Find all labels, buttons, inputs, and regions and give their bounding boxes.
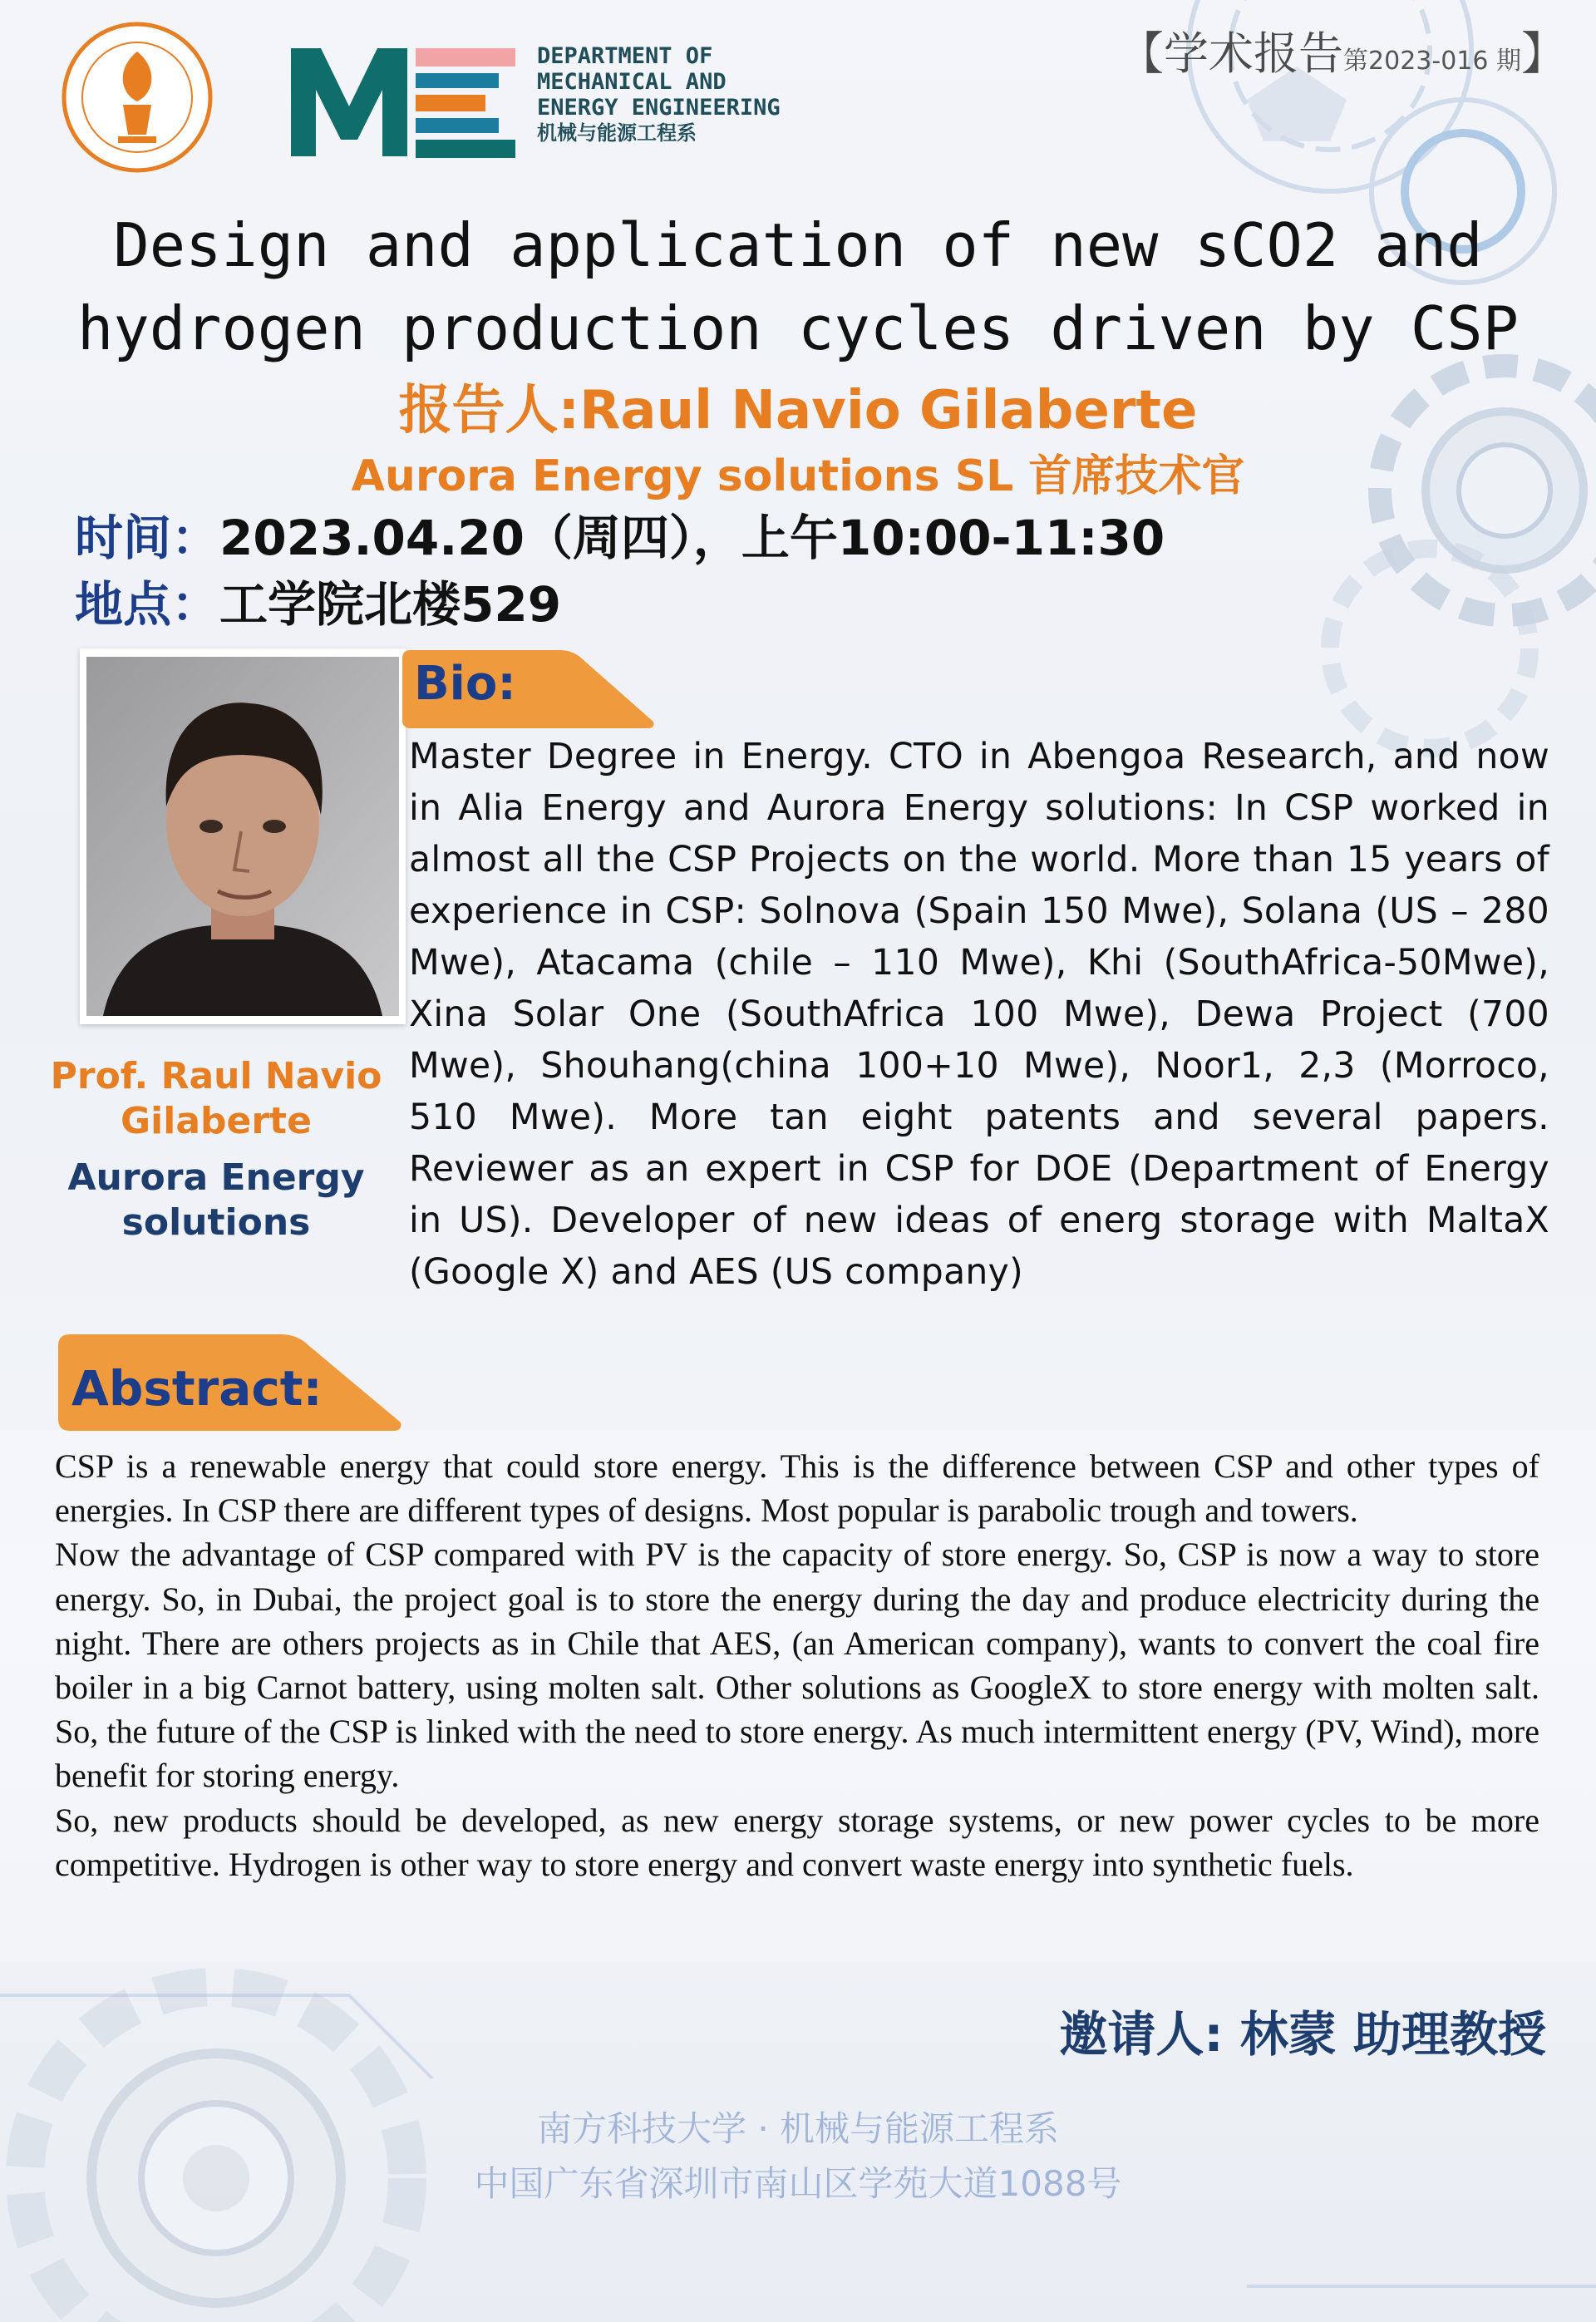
gear-icon <box>25 1987 407 2322</box>
dept-line1: DEPARTMENT OF <box>537 43 713 69</box>
talk-title <box>0 204 1596 370</box>
time-label: 时间： <box>75 510 220 566</box>
footer-address: 中国广东省深圳市南山区学苑大道1088号 <box>474 2163 1122 2204</box>
dept-line3: ENERGY ENGINEERING <box>537 95 781 121</box>
dept-line2: MECHANICAL AND <box>537 69 727 95</box>
speaker-photo-frame <box>80 648 406 1024</box>
place-row <box>75 565 561 635</box>
profile-affil-line2: solutions <box>121 1201 311 1244</box>
speaker-affiliation: Aurora Energy solutions SL 首席技术官 <box>351 451 1245 501</box>
abstract-text <box>55 1444 1539 1886</box>
dept-chinese-name: 机械与能源工程系 <box>537 121 697 145</box>
place-label: 地点： <box>75 576 220 633</box>
report-issue-tag <box>1119 18 1566 82</box>
footer-institution: 南方科技大学 · 机械与能源工程系 <box>536 2108 1060 2149</box>
abstract-paragraph: So, new products should be developed, as new energy storage systems, or new power cycles to be more competitive. Hydrogen is other way to store energy and convert waste energy into synthetic fuels. <box>55 1801 1539 1883</box>
profile-name-line1: Prof. Raul Navio <box>50 1055 382 1097</box>
issue-number: 第2023-016 期 <box>1343 47 1521 76</box>
bio-text: Master Degree in Energy. CTO in Abengoa Research, and now in Alia Energy and Aurora Energy solutions: In CSP worked in almost all the CSP Projects on the world. More than 15 years of experience in CSP: Solnova (Spain 150 Mwe), Solana (US – 280 Mwe), Atacama (chile – 110 Mwe), Khi (SouthAfrica-50Mwe), Xina Solar One (SouthAfrica 100 Mwe), Dewa Project (700 Mwe), Shouhang(china 100+10 Mwe), Noor1, 2,3 (Morroco, 510 Mwe). More tan eight patents and several papers. Reviewer as an expert in CSP for DOE (Department of Energy in US). Developer of new ideas of energ storage with MaltaX (Google X) and AES (US company) <box>409 737 1549 1293</box>
title-line2: hydrogen production cycles driven by CSP <box>77 293 1519 363</box>
profile-affil-line1: Aurora Energy <box>67 1156 365 1199</box>
abstract-heading: Abstract: <box>71 1360 323 1417</box>
inviter: 邀请人: 林蒙 助理教授 <box>1059 2006 1546 2063</box>
profile-name-line2: Gilaberte <box>121 1100 312 1142</box>
time-row <box>75 499 1165 569</box>
profile-affiliation <box>50 1156 382 1245</box>
department-name <box>537 43 781 146</box>
profile-name <box>50 1054 382 1144</box>
time-value: 2023.04.20（周四），上午10:00-11:30 <box>219 510 1165 566</box>
title-line1: Design and application of new sCO2 and <box>113 210 1483 280</box>
report-tag-label: 【学术报告 <box>1119 27 1344 80</box>
department-logo <box>291 40 540 165</box>
abstract-paragraph: CSP is a renewable energy that could store energy. This is the difference between CSP and other types of energies. In CSP there are different types of designs. Most popular is parabolic trough and towers. <box>55 1447 1539 1530</box>
speaker-photo <box>86 657 399 1016</box>
speaker-name: 报告人:Raul Navio Gilaberte <box>398 380 1198 441</box>
report-tag-close: 】 <box>1521 27 1566 80</box>
university-logo <box>58 18 216 176</box>
place-value: 工学院北楼529 <box>219 576 562 633</box>
bio-heading: Bio: <box>414 657 516 711</box>
abstract-paragraph: Now the advantage of CSP compared with PV is the capacity of store energy. So, CSP is now a way to store energy. So, in Dubai, the project goal is to store the energy during the day and produce electricity during the night. There are others projects as in Chile that AES, (an American company), wants to convert the coal fire boiler in a big Carnot battery, using molten salt. Other solutions as GoogleX to store energy with molten salt. So, the future of the CSP is linked with the need to store energy. As much intermittent energy (PV, Wind), more benefit for storing energy. <box>55 1536 1539 1795</box>
